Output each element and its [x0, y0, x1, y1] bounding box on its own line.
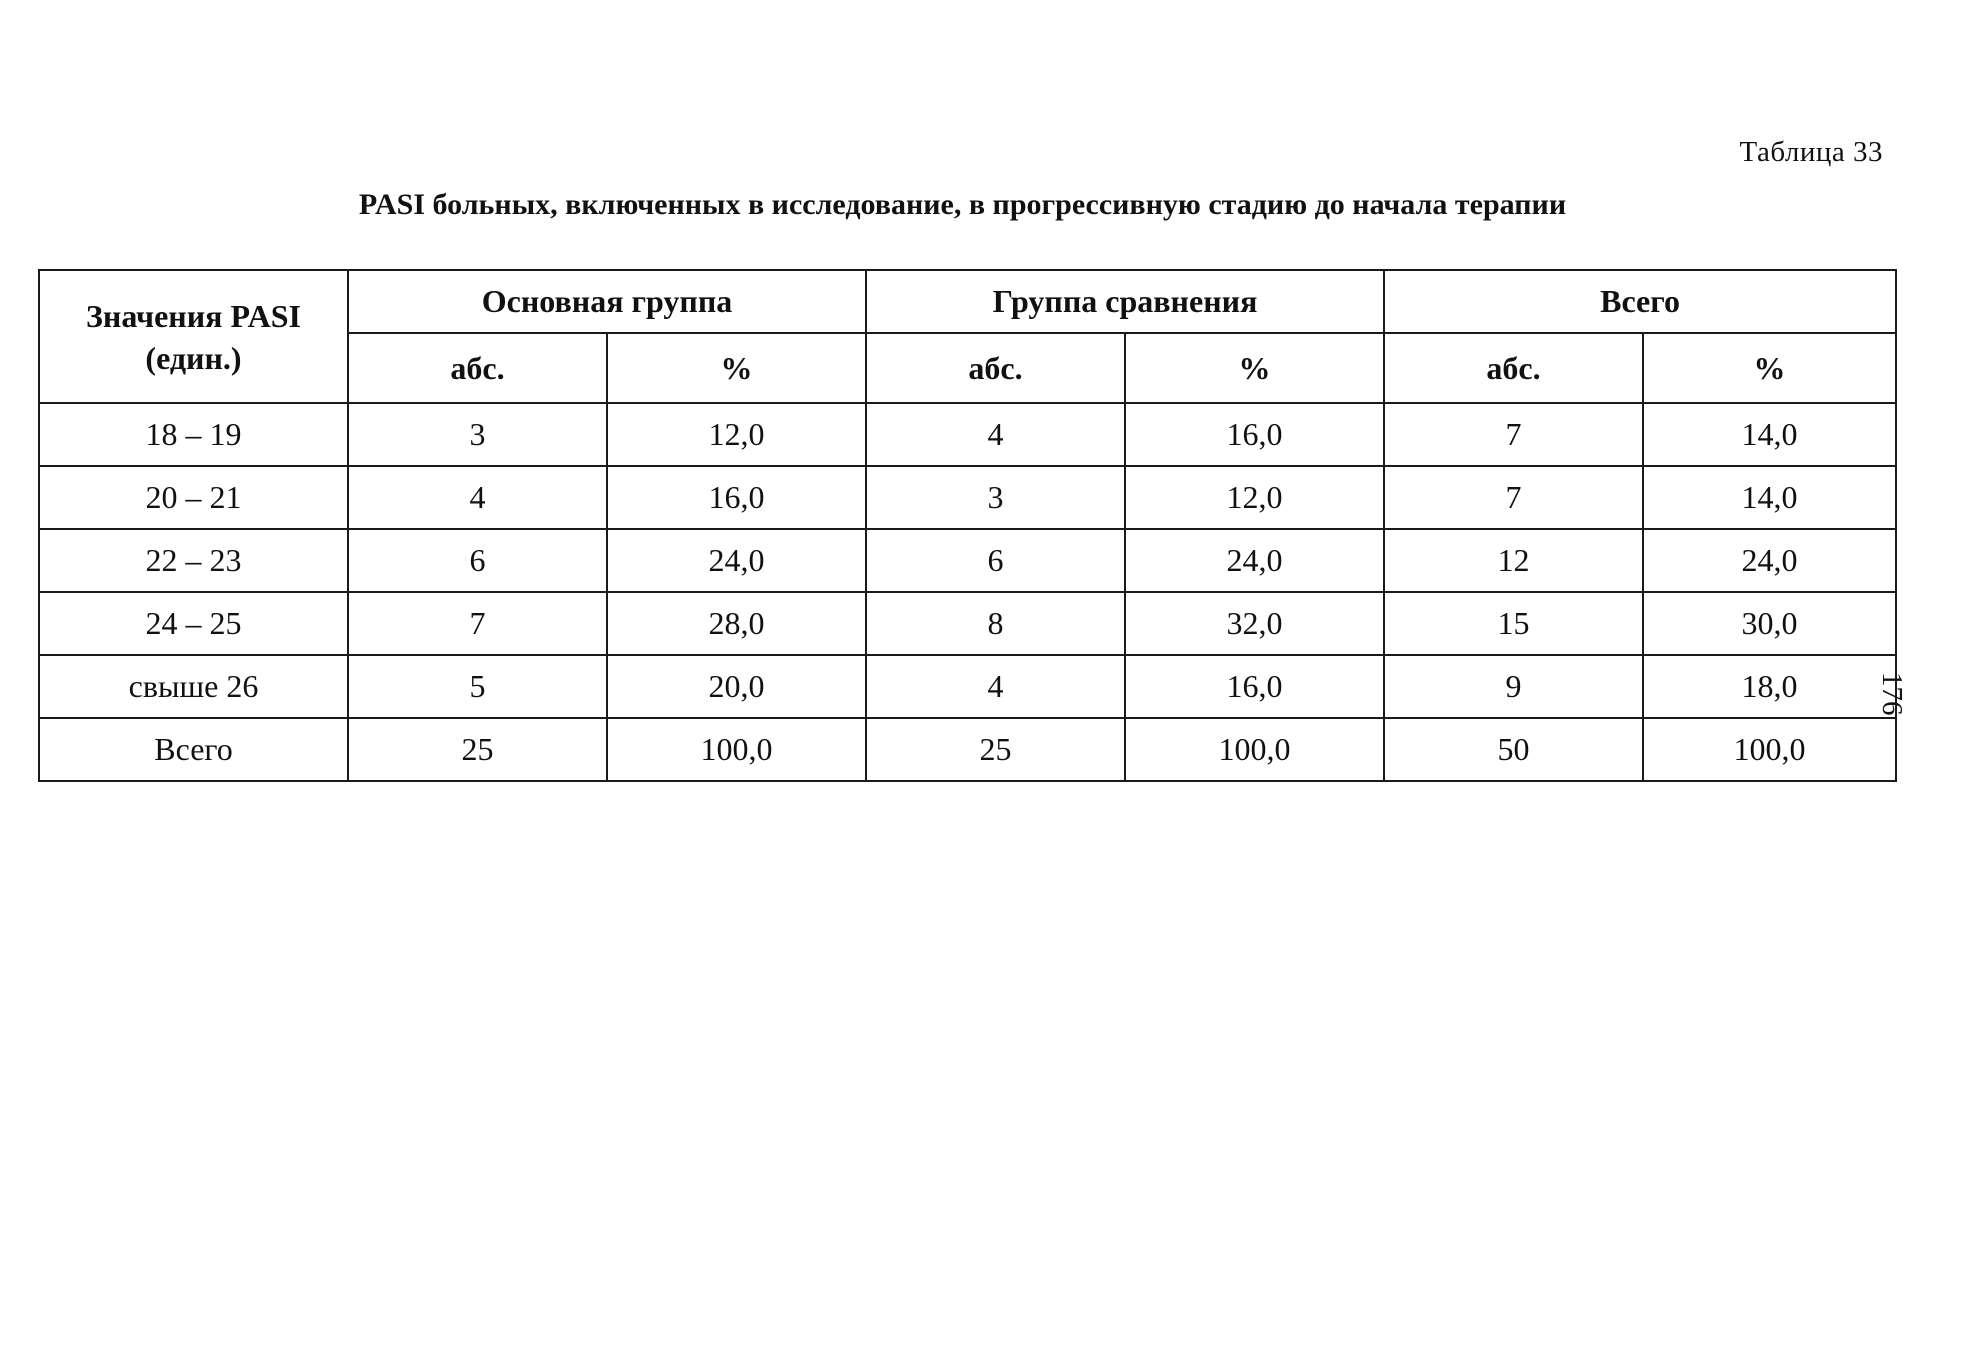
table-row: [39, 529, 1896, 592]
table-row: [39, 466, 1896, 529]
header-row-groups: [39, 270, 1896, 333]
row-label: 22 – 23: [39, 529, 348, 592]
subheader-main-abs: абс.: [348, 333, 607, 403]
table-cell: 4: [866, 655, 1125, 718]
table-cell: 15: [1384, 592, 1643, 655]
table-cell: 7: [348, 592, 607, 655]
subheader-main-pct: %: [607, 333, 866, 403]
table-cell: 100,0: [1125, 718, 1384, 781]
pasi-table: [38, 269, 1897, 782]
group-header-total: Всего: [1384, 270, 1896, 333]
table-cell: 6: [348, 529, 607, 592]
table-cell: 12,0: [607, 403, 866, 466]
table-cell: 4: [348, 466, 607, 529]
table-cell: 25: [348, 718, 607, 781]
table-cell: 12,0: [1125, 466, 1384, 529]
table-cell: 12: [1384, 529, 1643, 592]
subheader-comparison-pct: %: [1125, 333, 1384, 403]
group-header-comparison: Группа сравнения: [866, 270, 1384, 333]
table-cell: 16,0: [1125, 655, 1384, 718]
stub-header-line1: Значения PASI: [85, 297, 301, 334]
table-cell: 32,0: [1125, 592, 1384, 655]
table-cell: 50: [1384, 718, 1643, 781]
table-cell: 6: [866, 529, 1125, 592]
table-title: PASI больных, включенных в исследование, в прогрессивную стадию до начала терапии: [358, 188, 1567, 221]
table-row: [39, 403, 1896, 466]
row-label: 18 – 19: [39, 403, 348, 466]
row-label: 20 – 21: [39, 466, 348, 529]
table-cell: 7: [1384, 403, 1643, 466]
table-row-total: [39, 718, 1896, 781]
table-cell: 30,0: [1643, 592, 1896, 655]
table-cell: 7: [1384, 466, 1643, 529]
table-cell: 24,0: [1643, 529, 1896, 592]
table-cell: 16,0: [1125, 403, 1384, 466]
table-cell: 3: [348, 403, 607, 466]
table-cell: 14,0: [1643, 466, 1896, 529]
table-cell: 4: [866, 403, 1125, 466]
subheader-comparison-abs: абс.: [866, 333, 1125, 403]
page-number: 176: [1876, 672, 1908, 716]
table-cell: 100,0: [1643, 718, 1896, 781]
table-row: [39, 592, 1896, 655]
stub-header-line2: (един.): [145, 339, 242, 376]
table-cell: 5: [348, 655, 607, 718]
table-cell: 100,0: [607, 718, 866, 781]
subheader-total-pct: %: [1643, 333, 1896, 403]
row-label: 24 – 25: [39, 592, 348, 655]
row-label: Всего: [39, 718, 348, 781]
stub-header: [39, 270, 348, 403]
subheader-total-abs: абс.: [1384, 333, 1643, 403]
table-number: Таблица 33: [1739, 136, 1883, 168]
table-cell: 24,0: [607, 529, 866, 592]
table-cell: 24,0: [1125, 529, 1384, 592]
table-cell: 18,0: [1643, 655, 1896, 718]
table-cell: 8: [866, 592, 1125, 655]
table-cell: 14,0: [1643, 403, 1896, 466]
table-cell: 16,0: [607, 466, 866, 529]
table-cell: 25: [866, 718, 1125, 781]
table-cell: 20,0: [607, 655, 866, 718]
table-cell: 9: [1384, 655, 1643, 718]
table-cell: 3: [866, 466, 1125, 529]
table-cell: 28,0: [607, 592, 866, 655]
row-label: свыше 26: [39, 655, 348, 718]
table-row: [39, 655, 1896, 718]
group-header-main: Основная группа: [348, 270, 866, 333]
